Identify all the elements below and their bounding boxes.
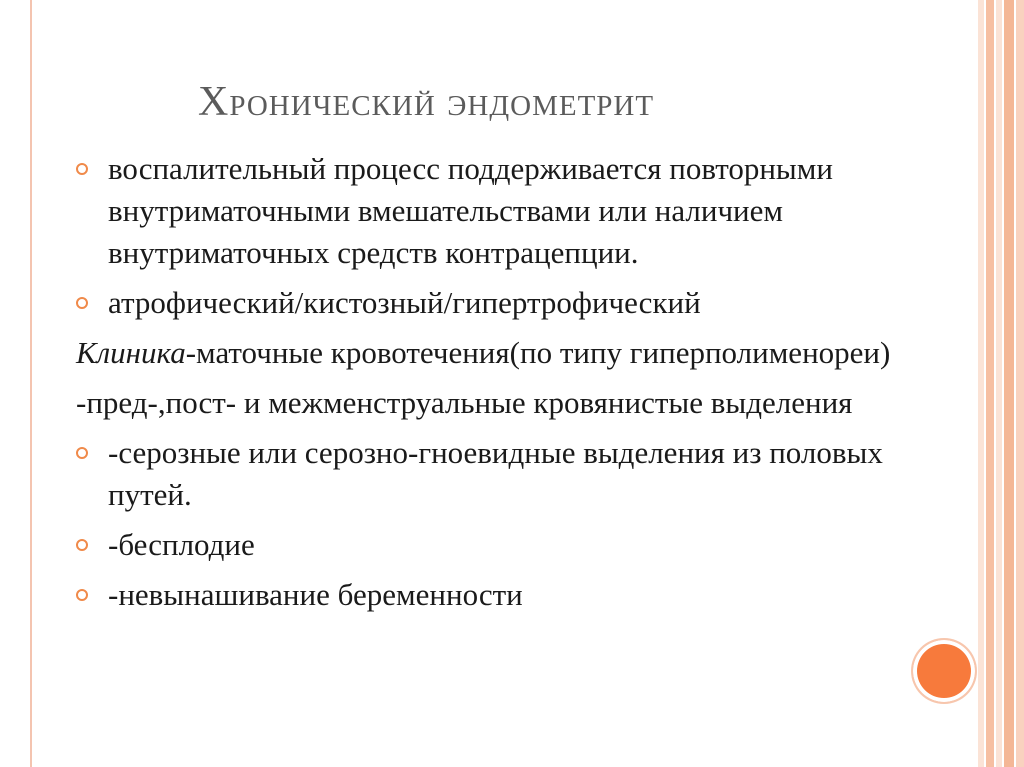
circle-bullet-icon <box>76 297 88 309</box>
item-text: -маточные кровотечения(по типу гиперполименореи) <box>185 335 891 370</box>
list-item <box>76 432 956 516</box>
circle-bullet-icon <box>76 589 88 601</box>
item-text: воспалительный процесс поддерживается повторными внутриматочными вмешательствами или наличием внутриматочных средств контрацепции. <box>108 151 833 270</box>
slide-card <box>32 0 976 767</box>
slide-title: Хронический эндометрит <box>198 79 655 125</box>
item-text: -пред-,пост- и межменструальные кровянистые выделения <box>76 385 853 420</box>
item-text: атрофический/кистозный/гипертрофический <box>108 285 701 320</box>
list-item <box>76 382 956 424</box>
circle-bullet-icon <box>76 539 88 551</box>
item-italic-prefix: Клиника <box>76 335 186 370</box>
circle-bullet-icon <box>76 163 88 175</box>
item-text: -бесплодие <box>108 527 255 562</box>
list-item <box>76 148 956 274</box>
slide-content <box>76 148 956 616</box>
right-stripe-5 <box>1016 0 1024 767</box>
list-item <box>76 282 956 324</box>
right-stripe-4 <box>1004 0 1014 767</box>
item-text: -невынашивание беременности <box>108 577 523 612</box>
list-item <box>76 524 956 566</box>
list-item <box>76 332 956 374</box>
item-text: -серозные или серозно-гноевидные выделения из половых путей. <box>108 435 883 512</box>
right-stripe-1 <box>978 0 984 767</box>
right-stripe-3 <box>996 0 1002 767</box>
list-item <box>76 574 956 616</box>
circle-bullet-icon <box>76 447 88 459</box>
decorative-circle-icon <box>913 640 975 702</box>
right-stripe-2 <box>986 0 994 767</box>
